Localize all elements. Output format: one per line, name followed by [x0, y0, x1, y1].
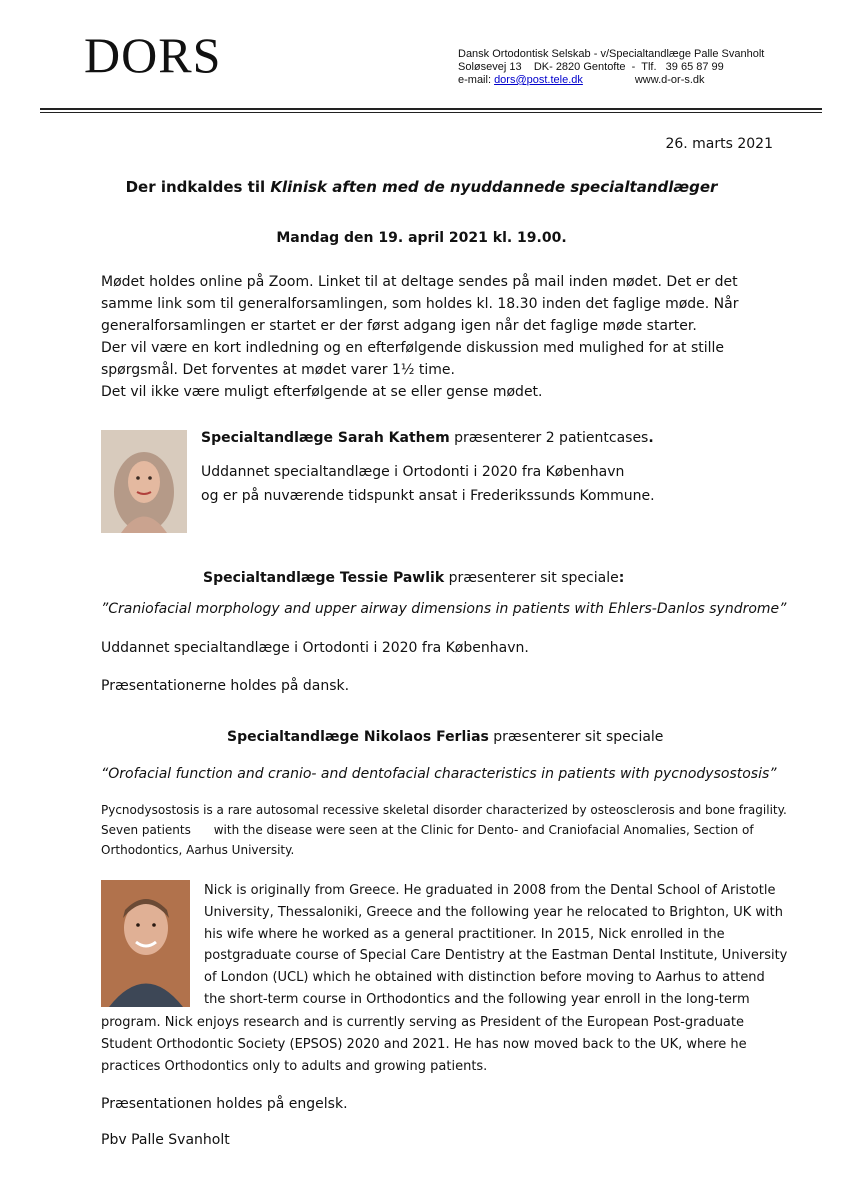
speaker2-heading: Specialtandlæge Tessie Pawlik præsenterer sit speciale:	[203, 570, 625, 586]
bio-line: program. Nick enjoys research and is currently serving as President of the European Post-graduate	[101, 1015, 744, 1030]
header-rule-thin	[40, 112, 822, 113]
language-note-danish: Præsentationerne holdes på dansk.	[101, 678, 350, 694]
intro-line: generalforsamlingen er startet er der først adgang igen når det faglige møde starter.	[101, 318, 697, 334]
speaker3-abstract	[101, 800, 787, 860]
letterhead-line3	[458, 74, 764, 87]
intro-line: Der vil være en kort indledning og en efterfølgende diskussion med mulighed for at stille	[101, 340, 725, 356]
speaker1-heading: Specialtandlæge Sarah Kathem præsenterer 2 patientcases.	[201, 430, 654, 446]
dors-logo: DORS	[84, 27, 222, 83]
speaker3-name: Specialtandlæge Nikolaos Ferlias	[227, 729, 489, 745]
bio-line: the short-term course in Orthodontics and the following year enroll in the long-term	[204, 991, 750, 1007]
language-note-english: Præsentationen holdes på engelsk.	[101, 1096, 348, 1112]
letterhead-address	[458, 48, 764, 87]
intro-line: spørgsmål. Det forventes at mødet varer 1½ time.	[101, 362, 455, 378]
speaker3-bio-wrapped	[204, 880, 787, 1011]
speaker2-name: Specialtandlæge Tessie Pawlik	[203, 570, 445, 586]
abstract-line: Orthodontics, Aarhus University.	[101, 843, 295, 857]
speaker2-title: ”Craniofacial morphology and upper airway dimensions in patients with Ehlers-Danlos syndrome”	[101, 601, 787, 617]
headline-prefix: Der indkaldes til	[125, 178, 271, 196]
speaker-photo-nick	[101, 880, 190, 1007]
speaker-photo-sarah	[101, 430, 187, 533]
email-label: e-mail:	[458, 74, 495, 86]
header-rule	[40, 108, 822, 110]
meeting-time: Mandag den 19. april 2021 kl. 19.00.	[276, 230, 567, 246]
letter-date: 26. marts 2021	[665, 136, 773, 152]
bio-line: practices Orthodontics only to adults and growing patients.	[101, 1058, 488, 1074]
speaker1-name: Specialtandlæge Sarah Kathem	[201, 430, 450, 446]
website-text: www.d-or-s.dk	[634, 74, 705, 86]
bio-line: Nick is originally from Greece. He graduated in 2008 from the Dental School of Aristotle	[204, 883, 776, 898]
page-headline	[0, 178, 843, 196]
signature: Pbv Palle Svanholt	[101, 1132, 230, 1148]
intro-line: Mødet holdes online på Zoom. Linket til at deltage sendes på mail inden mødet. Det er det	[101, 274, 738, 290]
intro-line: samme link som til generalforsamlingen, som holdes kl. 18.30 inden det faglige møde. Når	[101, 296, 739, 312]
bio-line: postgraduate course of Special Care Dentistry at the Eastman Dental Institute, University	[204, 948, 788, 964]
speaker1-bio-line: og er på nuværende tidspunkt ansat i Frederikssunds Kommune.	[201, 488, 655, 504]
letterhead-line2: Soløsevej 13 DK- 2820 Gentofte - Tlf. 39 65 87 99	[458, 61, 724, 73]
letterhead-line1: Dansk Ortodontisk Selskab - v/Specialtandlæge Palle Svanholt	[458, 48, 765, 60]
speaker3-bio-full	[101, 1012, 747, 1077]
bio-line: his wife where he worked as a general practitioner. In 2015, Nick enrolled in the	[204, 926, 725, 942]
bio-line: of London (UCL) which he obtained with distinction before moving to Aarhus to attend	[204, 970, 765, 986]
bio-line: Student Orthodontic Society (EPSOS) 2020 and 2021. He has now moved back to the UK, where he	[101, 1036, 747, 1052]
speaker2-action: præsenterer sit speciale	[444, 570, 619, 586]
email-link[interactable]: dors@post.tele.dk	[494, 74, 583, 86]
speaker1-bio-line: Uddannet specialtandlæge i Ortodonti i 2020 fra København	[201, 464, 625, 480]
abstract-line: Pycnodysostosis is a rare autosomal recessive skeletal disorder characterized by osteosclerosis and bone fragility.	[101, 803, 787, 817]
headline-italic: Klinisk aften med de nyuddannede specialtandlæger	[270, 178, 718, 196]
bio-line: University, Thessaloniki, Greece and the following year he relocated to Brighton, UK with	[204, 904, 783, 920]
speaker3-heading	[227, 729, 663, 745]
speaker2-bio: Uddannet specialtandlæge i Ortodonti i 2020 fra København.	[101, 640, 529, 656]
speaker1-action: præsenterer 2 patientcases	[449, 430, 649, 446]
speaker3-action: præsenterer sit speciale	[488, 729, 664, 745]
intro-line: Det vil ikke være muligt efterfølgende at se eller gense mødet.	[101, 384, 543, 400]
abstract-line: Seven patients with the disease were seen at the Clinic for Dento- and Craniofacial Anomalies, Section of	[101, 823, 754, 837]
speaker1-bio	[201, 460, 655, 508]
intro-paragraph	[101, 271, 741, 403]
speaker3-title: “Orofacial function and cranio- and dentofacial characteristics in patients with pycnodysostosis”	[101, 766, 777, 782]
